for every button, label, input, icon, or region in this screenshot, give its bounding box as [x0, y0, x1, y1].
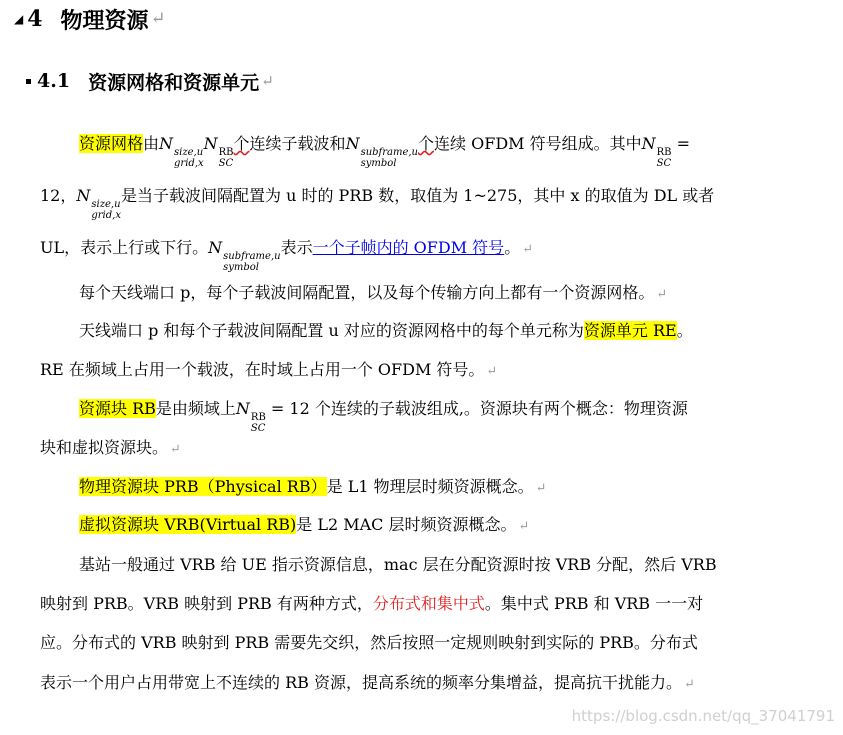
text: 。	[504, 238, 521, 257]
text: =	[671, 134, 691, 153]
heading-2	[26, 66, 274, 96]
math-n-sc	[236, 396, 266, 434]
math-sub: grid,x	[91, 210, 121, 221]
text: 个	[418, 134, 435, 153]
math-n-grid	[76, 183, 121, 221]
text: 连续 OFDM 符号组成。其中	[434, 134, 642, 153]
para4-line1	[79, 396, 688, 434]
text: 连续子载波和	[249, 134, 346, 153]
math-sup: size,u	[174, 147, 204, 158]
paragraph-mark-icon: ↵	[261, 72, 274, 90]
highlight-prb: 物理资源块 PRB（Physical RB）	[79, 477, 327, 496]
math-symbol: N	[159, 134, 174, 153]
highlight-resource-element: 资源单元 RE	[583, 321, 677, 340]
text: 基站一般通过 VRB 给 UE 指示资源信息，mac 层在分配资源时按 VRB 分配，然后 VRB	[79, 555, 717, 574]
para1-line1	[79, 131, 691, 169]
heading-bullet-icon	[26, 79, 31, 84]
para3-line2	[40, 357, 497, 383]
paragraph-mark-icon: ↵	[656, 287, 668, 302]
para1-line3	[40, 235, 533, 273]
paragraph-mark-icon: ↵	[486, 364, 498, 379]
para7-line1	[79, 552, 717, 578]
math-n-grid	[159, 131, 204, 169]
highlight-resource-block: 资源块 RB	[79, 399, 156, 418]
math-sup: subframe,u	[223, 251, 281, 262]
text: 天线端口 p 和每个子载波间隔配置 u 对应的资源网格中的每个单元称为	[79, 321, 584, 340]
paragraph-mark-icon: ↵	[150, 9, 166, 29]
para2-line1	[79, 280, 667, 306]
math-sub: SC	[250, 423, 266, 434]
text: RE 在频域上占用一个载波，在时域上占用一个 OFDM 符号。	[40, 360, 485, 379]
text: 。集中式 PRB 和 VRB 一一对	[484, 594, 704, 613]
math-sub: grid,x	[174, 158, 204, 169]
text: 表示一个用户占用带宽上不连续的 RB 资源，提高系统的频率分集增益，提高抗干扰能力。	[40, 673, 682, 692]
paragraph-mark-icon: ↵	[535, 481, 547, 496]
math-symbol: N	[76, 186, 91, 205]
math-sub: symbol	[360, 158, 397, 169]
math-sup: subframe,u	[360, 147, 418, 158]
text: 是当子载波间隔配置为 u 时的 PRB 数，取值为 1~275，其中 x 的取值为 DL 或者	[120, 186, 715, 205]
math-symbol: N	[203, 134, 218, 153]
text: 每个天线端口 p，每个子载波间隔配置，以及每个传输方向上都有一个资源网格。	[79, 283, 655, 302]
red-text-distributed-centralized: 分布式和集中式	[372, 594, 485, 613]
math-n-symbol	[346, 131, 418, 169]
math-sub: symbol	[223, 262, 260, 273]
math-symbol: N	[345, 134, 360, 153]
math-sub: SC	[218, 158, 234, 169]
text: 由	[143, 134, 160, 153]
heading-1-number: 4	[27, 6, 43, 32]
math-n-sc	[642, 131, 672, 169]
para7-line3	[40, 630, 698, 656]
highlight-vrb: 虚拟资源块 VRB(Virtual RB)	[79, 515, 297, 534]
paragraph-mark-icon: ↵	[170, 442, 181, 457]
text: 12，	[40, 186, 77, 205]
text: 是 L2 MAC 层时频资源概念。	[296, 515, 517, 534]
para7-line4	[40, 670, 695, 696]
math-sup: RB	[250, 412, 266, 423]
math-sup: RB	[656, 147, 672, 158]
para3-line1	[79, 318, 693, 344]
ofdm-symbol-link[interactable]: 一个子帧内的 OFDM 符号	[312, 238, 505, 257]
highlight-resource-grid: 资源网格	[79, 134, 144, 153]
text: 表示	[280, 238, 313, 257]
para1-line2	[40, 183, 715, 221]
math-n-symbol	[208, 235, 280, 273]
heading-1	[14, 4, 165, 34]
text: 是 L1 物理层时频资源概念。	[326, 477, 534, 496]
watermark: https://blog.csdn.net/qq_37041791	[571, 707, 835, 725]
heading-1-title: 物理资源	[60, 7, 149, 34]
text: 映射到 PRB。VRB 映射到 PRB 有两种方式，	[40, 594, 373, 613]
math-symbol: N	[641, 134, 656, 153]
para5-line1	[79, 474, 546, 500]
text: 个	[233, 134, 250, 153]
para7-line2	[40, 591, 703, 617]
math-sup: RB	[218, 147, 234, 158]
collapse-triangle-icon[interactable]: ◢	[14, 12, 24, 26]
math-n-sc	[204, 131, 234, 169]
math-sup: size,u	[91, 199, 121, 210]
text: 应。分布式的 VRB 映射到 PRB 需要先交织，然后按照一定规则映射到实际的 PRB。分布式	[40, 633, 698, 652]
para4-line2	[40, 435, 181, 461]
text: = 12 个连续的子载波组成,。资源块有两个概念：物理资源	[265, 399, 688, 418]
para6-line1	[79, 512, 529, 538]
text: UL，表示上行或下行。	[40, 238, 209, 257]
paragraph-mark-icon: ↵	[518, 519, 530, 534]
heading-2-number: 4.1	[37, 70, 71, 92]
text: 是由频域上	[155, 399, 236, 418]
text: 。	[676, 321, 693, 340]
math-symbol: N	[235, 399, 250, 418]
paragraph-mark-icon: ↵	[683, 677, 695, 692]
math-symbol: N	[208, 238, 223, 257]
heading-2-title: 资源网格和资源单元	[88, 71, 260, 94]
math-sub: SC	[656, 158, 672, 169]
paragraph-mark-icon: ↵	[522, 242, 533, 257]
text: 块和虚拟资源块。	[40, 438, 169, 457]
